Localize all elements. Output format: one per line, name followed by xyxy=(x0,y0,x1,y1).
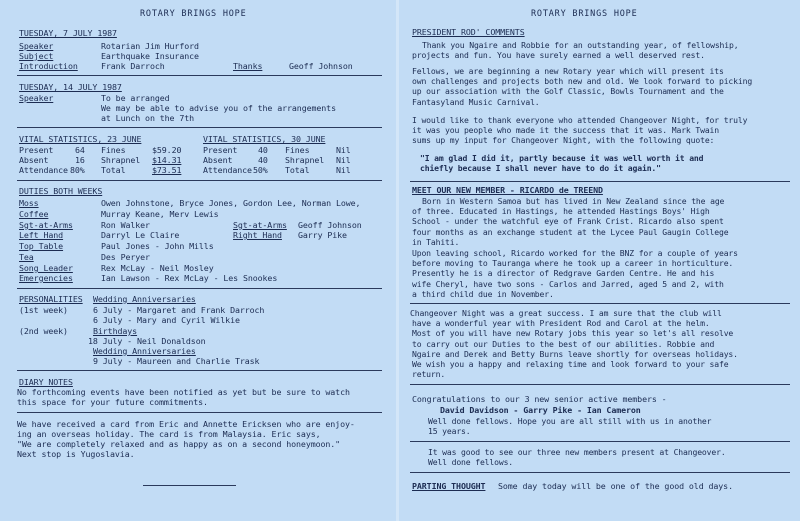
divider xyxy=(17,75,382,76)
personalities-birthday-line1: 18 July - Neil Donaldson xyxy=(88,336,206,346)
personalities-wa2-heading: Wedding Anniversaries xyxy=(93,346,196,356)
stats1-attendance-label: Attendance xyxy=(19,165,68,175)
parting-thought-text: Some day today will be one of the good old days. xyxy=(498,481,733,491)
new-member-paragraph1: Born in Western Samoa but has lived in New Zealand since the age of three. Educated in Hastings, he attended Hastings Boys' High School - under the watchful eye of Frank Crist. Ricardo also spent four months as an exchange student at the Lycee Paul Gaugin College in Tahiti. xyxy=(412,196,729,247)
personalities-wa2-line1: 9 July - Maureen and Charlie Trask xyxy=(93,356,260,366)
president-heading: PRESIDENT ROD' COMMENTS xyxy=(412,27,525,37)
duty-lefthand: Darryl Le Claire xyxy=(101,230,180,240)
president-paragraph1: Thank you Ngaire and Robbie for an outstanding year, of fellowship, projects and fun. You have surely earned a well deserved rest. xyxy=(412,40,739,61)
meeting1-thanks: Geoff Johnson xyxy=(289,61,353,71)
personalities-week2: (2nd week) xyxy=(19,326,68,336)
duty-song: Rex McLay - Neil Mosley xyxy=(101,263,214,273)
meeting1-date: TUESDAY, 7 JULY 1987 xyxy=(19,28,117,38)
congrats-line3: Well done fellows. Hope you are all still with us in another 15 years. xyxy=(428,416,712,437)
duty-tea: Des Peryer xyxy=(101,252,150,262)
divider xyxy=(410,384,790,385)
divider xyxy=(410,303,790,304)
card-line2: ing an overseas holiday. The card is from Malaysia. Eric says, xyxy=(17,429,321,439)
stats2-attendance-value: 50% xyxy=(253,165,268,175)
congrats-line1: Congratulations to our 3 new senior active members - xyxy=(412,394,667,404)
duty-sgt: Ron Walker xyxy=(101,220,150,230)
stats1-total-label: Total xyxy=(101,165,126,175)
duty-tea-label: Tea xyxy=(19,252,34,262)
personalities-heading: PERSONALITIES xyxy=(19,294,83,304)
diary-heading: DIARY NOTES xyxy=(19,377,73,387)
stats2-fines-value: Nil xyxy=(336,145,351,155)
duty-song-label: Song Leader xyxy=(19,263,73,273)
meeting1-intro-label: Introduction xyxy=(19,61,78,71)
stats2-absent-label: Absent xyxy=(203,155,233,165)
stats1-attendance-value: 80% xyxy=(70,165,85,175)
end-rule xyxy=(143,485,236,486)
divider xyxy=(17,412,382,413)
stats1-present-label: Present xyxy=(19,145,54,155)
page-fold xyxy=(396,0,399,521)
stats2-fines-label: Fines xyxy=(285,145,310,155)
duty-coffee-label: Coffee xyxy=(19,209,49,219)
stats1-total-value: $73.51 xyxy=(152,165,182,175)
meeting1-subject: Earthquake Insurance xyxy=(101,51,199,61)
stats1-fines-value: $59.20 xyxy=(152,145,182,155)
card-line3: "We are completely relaxed and as happy as on a second honeymoon." xyxy=(17,439,341,449)
stats1-fines-label: Fines xyxy=(101,145,126,155)
stats2-total-value: Nil xyxy=(336,165,351,175)
president-paragraph3: I would like to thank everyone who attended Changeover Night, for truly it was you people who made it the success that it was. Mark Twain sums up my input for Changeover Night, with the following quote: xyxy=(412,115,748,146)
personalities-wa1-line2: 6 July - Mary and Cyril Wilkie xyxy=(93,315,240,325)
duty-sgt2-label: Sgt-at-Arms xyxy=(233,220,287,230)
duty-emergencies: Ian Lawson - Rex McLay - Les Snookes xyxy=(101,273,278,283)
mark-twain-quote: "I am glad I did it, partly because it was well worth it and chiefly because I shall never have to do it again." xyxy=(420,153,704,174)
meeting2-date: TUESDAY, 14 JULY 1987 xyxy=(19,82,122,92)
stats2-absent-value: 40 xyxy=(258,155,268,165)
duty-lefthand-label: Left Hand xyxy=(19,230,64,240)
meeting2-speaker-line1: To be arranged xyxy=(101,93,170,103)
duty-toptable: Paul Jones - John Mills xyxy=(101,241,214,251)
new-member-heading: MEET OUR NEW MEMBER - RICARDO de TREEND xyxy=(412,185,603,195)
card-line4: Next stop is Yugoslavia. xyxy=(17,449,135,459)
duty-toptable-label: Top Table xyxy=(19,241,64,251)
stats2-present-label: Present xyxy=(203,145,238,155)
right-page xyxy=(400,0,800,521)
good-to-see-text: It was good to see our three new members present at Changeover. Well done fellows. xyxy=(428,447,726,468)
meeting1-thanks-label: Thanks xyxy=(233,61,263,71)
divider xyxy=(17,127,382,128)
stats2-heading: VITAL STATISTICS, 30 JUNE xyxy=(203,134,326,144)
stats2-shrapnel-label: Shrapnel xyxy=(285,155,325,165)
diary-line1: No forthcoming events have been notified as yet but be sure to watch xyxy=(17,387,350,397)
personalities-week1: (1st week) xyxy=(19,305,68,315)
divider xyxy=(410,441,790,442)
divider xyxy=(410,472,790,473)
duty-righthand: Garry Pike xyxy=(298,230,347,240)
stats2-present-value: 40 xyxy=(258,145,268,155)
left-page xyxy=(0,0,395,521)
congrats-new-members: David Davidson - Garry Pike - Ian Cameron xyxy=(440,405,641,415)
divider xyxy=(17,180,382,181)
stats2-attendance-label: Attendance xyxy=(203,165,252,175)
meeting1-subject-label: Subject xyxy=(19,51,54,61)
stats2-shrapnel-value: Nil xyxy=(336,155,351,165)
personalities-birthdays-heading: Birthdays xyxy=(93,326,138,336)
duty-coffee: Murray Keane, Merv Lewis xyxy=(101,209,219,219)
divider xyxy=(17,288,382,289)
divider xyxy=(410,181,790,182)
meeting1-speaker-label: Speaker xyxy=(19,41,54,51)
stats1-shrapnel-value: $14.31 xyxy=(152,155,182,165)
stats2-total-label: Total xyxy=(285,165,310,175)
duties-heading: DUTIES BOTH WEEKS xyxy=(19,186,103,196)
duty-moss: Owen Johnstone, Bryce Jones, Gordon Lee, Norman Lowe, xyxy=(101,198,361,208)
duty-emergencies-label: Emergencies xyxy=(19,273,73,283)
parting-thought-label: PARTING THOUGHT xyxy=(412,481,486,491)
personalities-wa1-heading: Wedding Anniversaries xyxy=(93,294,196,304)
new-member-paragraph2: Upon leaving school, Ricardo worked for the BNZ for a couple of years before moving to Tauranga where he took up a career in horticulture. Presently he is a director of Redgrave Garden Centre. He and his wife Cheryl, have two sons - Carlos and Jarred, aged 5 and 2, with a third child due in November. xyxy=(412,248,738,299)
stats1-heading: VITAL STATISTICS, 23 JUNE xyxy=(19,134,142,144)
divider xyxy=(17,370,382,371)
personalities-wa1-line1: 6 July - Margaret and Frank Darroch xyxy=(93,305,265,315)
meeting2-speaker-line3: at Lunch on the 7th xyxy=(101,113,195,123)
meeting1-speaker: Rotarian Jim Hurford xyxy=(101,41,199,51)
meeting2-speaker-line2: We may be able to advise you of the arrangements xyxy=(101,103,336,113)
duty-righthand-label: Right Hand xyxy=(233,230,282,240)
changeover-text: Changeover Night was a great success. I am sure that the club will have a wonderful year with President Rod and Carol at the helm. Most of you will have new Rotary jobs this year so let's all resolve to carry out our Duties to the best of our abilities. Robbie and Ngaire and Derek and Betty Burns leave shortly for overseas holidays. We wish you a happy and relaxing time and look forward to your safe return. xyxy=(410,308,738,380)
duty-sgt-label: Sgt-at-Arms xyxy=(19,220,73,230)
duty-sgt2: Geoff Johnson xyxy=(298,220,362,230)
stats1-present-value: 64 xyxy=(75,145,85,155)
right-page-title: ROTARY BRINGS HOPE xyxy=(531,9,638,19)
stats1-absent-label: Absent xyxy=(19,155,49,165)
diary-line2: this space for your future commitments. xyxy=(17,397,208,407)
left-page-title: ROTARY BRINGS HOPE xyxy=(140,9,247,19)
duty-moss-label: Moss xyxy=(19,198,39,208)
stats1-shrapnel-label: Shrapnel xyxy=(101,155,141,165)
card-line1: We have received a card from Eric and Annette Ericksen who are enjoy- xyxy=(17,419,355,429)
stats1-absent-value: 16 xyxy=(75,155,85,165)
president-paragraph2: Fellows, we are beginning a new Rotary year which will present its own challenges and projects both new and old. We look forward to picking up our association with the Golf Classic, Bowls Tournament and the Fantasyland Music Carnival. xyxy=(412,66,753,107)
meeting1-intro: Frank Darroch xyxy=(101,61,165,71)
meeting2-speaker-label: Speaker xyxy=(19,93,54,103)
